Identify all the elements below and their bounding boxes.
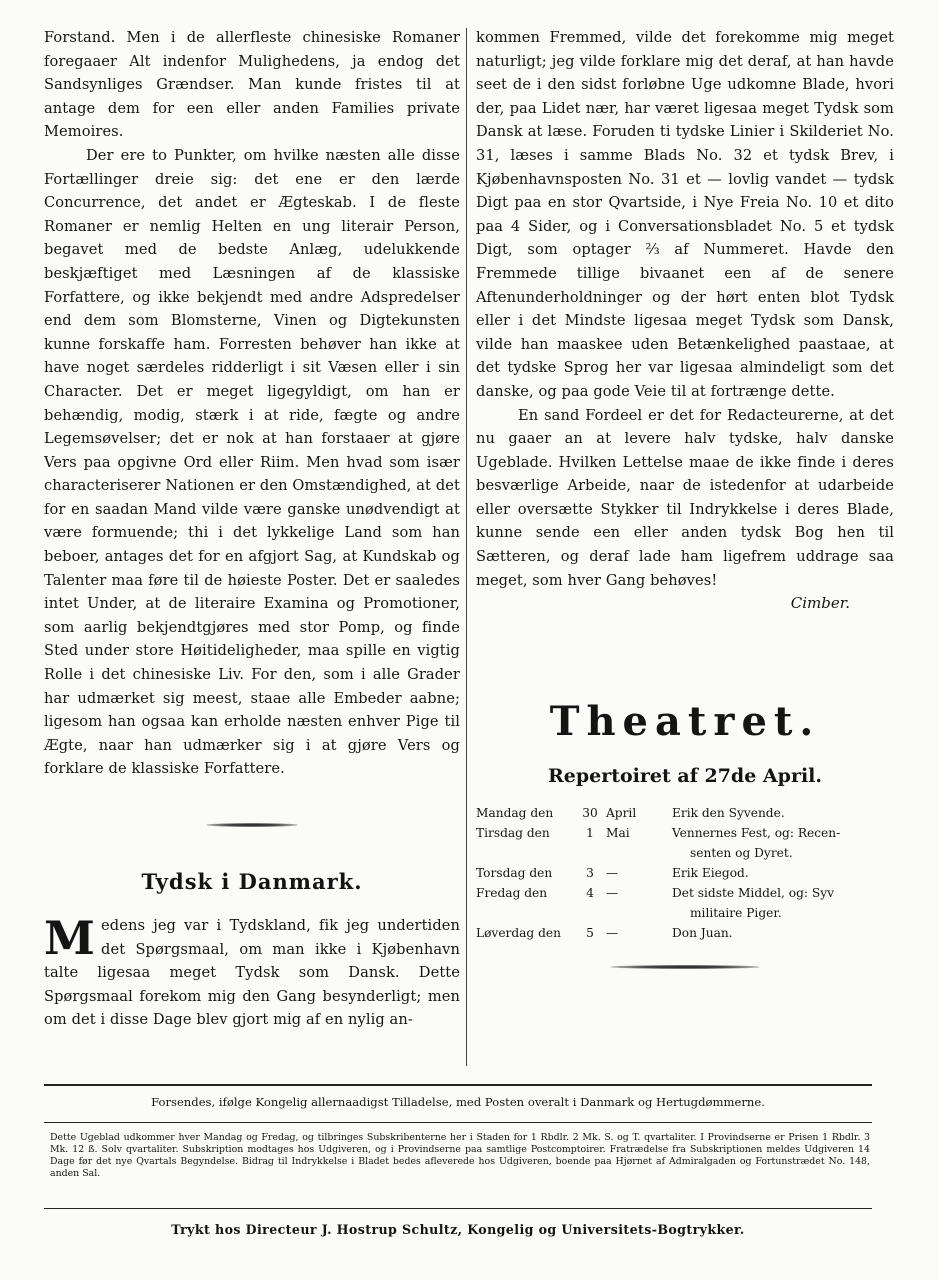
footer-rule-top bbox=[44, 1084, 872, 1086]
section-divider bbox=[206, 823, 298, 827]
schedule-row bbox=[476, 823, 884, 863]
schedule-play bbox=[660, 863, 884, 883]
right-column bbox=[476, 26, 894, 969]
tydsk-paragraph-1-text: edens jeg var i Tydskland, fik jeg undertiden det Spørgsmaal, om man ikke i Kjøbenhavn talte ligesaa meget Tydsk som Dansk. Dette Spørgsmaal forekom mig den Gang besynderligt; men om det i disse Dage blev gjort mig af en nylig an- bbox=[44, 917, 460, 1029]
schedule-play bbox=[660, 923, 884, 943]
tydsk-paragraph-2: kommen Fremmed, vilde det forekomme mig meget naturligt; jeg vilde forklare mig det deraf, at han havde seet de i den sidst forløbne Uge udkomne Blade, hvori der, paa Lidet nær, har været ligesaa meget Tydsk som Dansk at læse. Foruden ti tydske Linier i Skilderiet No. 31, læses i samme Blads No. 32 et tydsk Brev, i Kjøbenhavnsposten No. 31 et — lovlig vandet — tydsk Digt paa en stor Qvartside, i Nye Freia No. 10 et dito paa 4 Sider, og i Conversationsbladet No. 5 et tydsk Digt, som optager ⅔ af Nummeret. Havde den Fremmede tillige bivaanet een af de senere Aftenunderholdninger og der hørt enten blot Tydsk eller i det Mindste ligesaa meget Tydsk som Dansk, vilde han maaskee uden Betænkelighed paastaae, at det tydske Sprog her var ligesaa almindeligt som det danske, og paa gode Veie til at fortrænge dette. bbox=[476, 29, 894, 400]
schedule-row bbox=[476, 863, 884, 883]
schedule-play-title-cont: militaire Piger. bbox=[690, 906, 782, 921]
drop-cap: M bbox=[44, 911, 96, 965]
schedule-date: 5 bbox=[586, 926, 594, 941]
schedule-month: — bbox=[606, 926, 619, 941]
left-column bbox=[44, 26, 460, 1032]
schedule-play bbox=[660, 823, 884, 863]
schedule-day: Fredag den bbox=[476, 886, 548, 901]
schedule-play bbox=[660, 803, 884, 823]
schedule-play-title: Erik Eiegod. bbox=[672, 866, 749, 881]
schedule-date: 3 bbox=[586, 866, 594, 881]
schedule-date: 30 bbox=[582, 806, 598, 821]
schedule-play bbox=[660, 883, 884, 923]
schedule-month: April bbox=[606, 806, 637, 821]
schedule-month: — bbox=[606, 886, 619, 901]
schedule-day: Løverdag den bbox=[476, 926, 561, 941]
schedule-month: Mai bbox=[606, 826, 630, 841]
schedule-play-title: Don Juan. bbox=[672, 926, 733, 941]
schedule-play-title-cont: senten og Dyret. bbox=[690, 846, 793, 861]
schedule-day: Tirsdag den bbox=[476, 826, 550, 841]
tydsk-paragraph-3: En sand Fordeel er det for Redacteurerne, at det nu gaaer an at levere halv tydske, halv danske Ugeblade. Hvilken Lettelse maae de ikke finde i deres besværlige Arbeide, naar de istedenfor at udarbeide eller oversætte Stykker til Indrykkelse i deres Blade, kunne sende een eller anden tydsk Bog hen til Sætteren, og deraf lade ham ligefrem uddrage saa meget, som hver Gang behøves! bbox=[476, 406, 894, 589]
chinese-novels-paragraph-1: Forstand. Men i de allerfleste chinesiske Romaner foregaaer Alt indenfor Mulighedens, ja endog det Sandsynliges Grændser. Man kunde fristes til at antage dem for een eller anden Families private Memoires. bbox=[44, 29, 460, 141]
schedule-day: Torsdag den bbox=[476, 866, 553, 881]
theatre-heading: Theatret. bbox=[549, 698, 821, 746]
column-rule bbox=[466, 28, 467, 1066]
schedule-month: — bbox=[606, 866, 619, 881]
schedule-play-title: Erik den Syvende. bbox=[672, 806, 785, 821]
schedule-date: 1 bbox=[586, 826, 594, 841]
subscription-fine-print: Dette Ugeblad udkommer hver Mandag og Fredag, og tilbringes Subskribenterne her i Staden for 1 Rbdlr. 2 Mk. S. og T. qvartaliter. I Provindserne er Prisen 1 Rbdlr. 3 Mk. 12 ß. Solv qvartaliter. Subskription modtages hos Udgiveren, og i Provindserne paa samtlige Postcomptoirer. Fratrædelse fra Subskriptionen meldes Udgiveren 14 Dage før det nye Qvartals Begyndelse. Bidrag til Indrykkelse i Bladet bedes afleverede hos Udgiveren, boende paa Hjørnet af Admiralgaden og Fortunstrædet No. 148, anden Sal. bbox=[50, 1132, 870, 1179]
tydsk-paragraph-1 bbox=[44, 911, 460, 1032]
footer-rule-bottom bbox=[44, 1208, 872, 1209]
schedule-row bbox=[476, 923, 884, 943]
schedule-day: Mandag den bbox=[476, 806, 554, 821]
signature: Cimber. bbox=[790, 594, 850, 613]
repertoire-heading: Repertoiret af 27de April. bbox=[547, 765, 823, 788]
schedule-row bbox=[476, 883, 884, 923]
distribution-notice: Forsendes, ifølge Kongelig allernaadigst Tilladelse, med Posten overalt i Danmark og Hertugdømmerne. bbox=[151, 1095, 765, 1109]
schedule-row bbox=[476, 803, 884, 823]
schedule-play-title: Vennernes Fest, og: Recen- bbox=[672, 826, 841, 841]
section-title-tydsk-i-danmark: Tydsk i Danmark. bbox=[141, 869, 363, 894]
repertoire-schedule bbox=[476, 803, 884, 943]
schedule-date: 4 bbox=[586, 886, 594, 901]
footer-rule-middle bbox=[44, 1122, 872, 1123]
printer-imprint: Trykt hos Directeur J. Hostrup Schultz, Kongelig og Universitets-Bogtrykker. bbox=[171, 1222, 745, 1237]
chinese-novels-paragraph-2: Der ere to Punkter, om hvilke næsten alle disse Fortællinger dreie sig: det ene er den lærde Concurrence, det andet er Ægteskab. I de fleste Romaner er nemlig Helten en ung literair Person, begavet med de bedste Anlæg, udelukkende beskjæftiget med Læsningen af de klassiske Forfattere, og ikke bekjendt med andre Adspredelser end dem som Blomsterne, Vinen og Digtekunsten kunne forskaffe ham. Forresten behøver han ikke at have noget særdeles ridderligt i sit Væsen eller i sin Character. Det er meget ligegyldigt, om han er behændig, modig, stærk i at ride, fægte og andre Legemsøvelser; det er nok at han forstaaer at gjøre Vers paa opgivne Ord eller Riim. Men hvad som især characteriserer Nationen er den Omstændighed, at det for en saadan Mand vilde være ganske unødvendigt at være formuende; thi i det lykkelige Land som han beboer, antages det for en afgjort Sag, at Kundskab og Talenter maa føre til de høieste Poster. Det er saaledes intet Under, at de literaire Examina og Promotioner, som aarlig bekjendtgjøres med stor Pomp, og finde Sted under store Høitideligheder, maa spille en vigtig Rolle i det chinesiske Liv. For den, som i alle Grader har udmærket sig meest, staae alle Embeder aabne; ligesom han ogsaa kan erholde næsten enhver Pige til Ægte, naar han udmærker sig i at gjøre Vers og forklare de klassiske Forfattere. bbox=[44, 146, 460, 778]
schedule-play-title: Det sidste Middel, og: Syv bbox=[672, 886, 835, 901]
theatre-divider bbox=[610, 965, 760, 969]
